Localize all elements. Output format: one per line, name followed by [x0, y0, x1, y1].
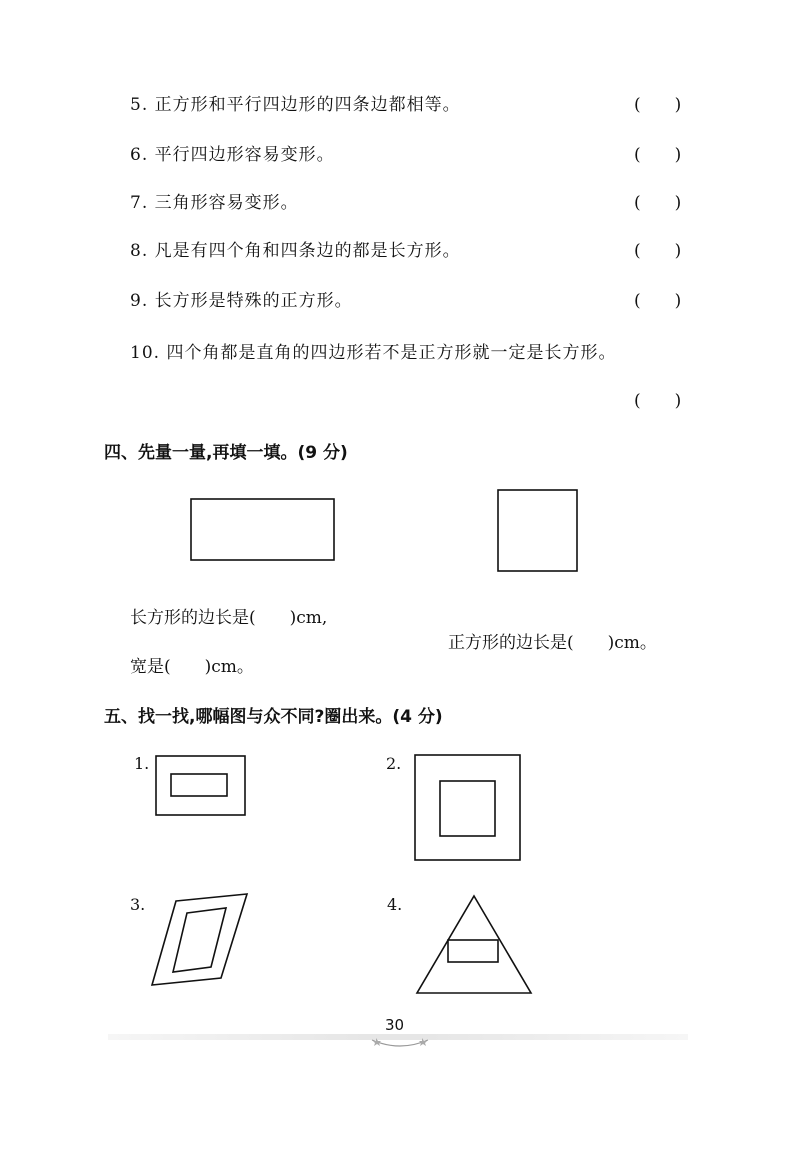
figure-3-nested-parallelograms[interactable] [150, 893, 250, 987]
question-10: 10. 四个角都是直角的四边形若不是正方形就一定是长方形。 [130, 343, 617, 363]
figure-4-label: 4. [387, 895, 403, 914]
answer-blank-8[interactable]: ( ) [634, 241, 682, 261]
square-side-blank[interactable]: 正方形的边长是( )cm。 [448, 633, 657, 653]
figure-2-label: 2. [386, 754, 402, 773]
rect-width-blank[interactable]: 宽是( )cm。 [130, 657, 254, 677]
question-8: 8. 凡是有四个角和四条边的都是长方形。 [130, 241, 461, 261]
question-6: 6. 平行四边形容易变形。 [130, 145, 335, 165]
answer-blank-7[interactable]: ( ) [634, 193, 682, 213]
rect-length-blank[interactable]: 长方形的边长是( )cm, [130, 608, 328, 628]
answer-blank-6[interactable]: ( ) [634, 145, 682, 165]
footer-ornament-icon [368, 1034, 432, 1050]
figure-4-triangle-with-rectangle[interactable] [415, 894, 533, 996]
figure-2-nested-squares[interactable] [414, 754, 522, 862]
question-5: 5. 正方形和平行四边形的四条边都相等。 [130, 95, 461, 115]
question-9: 9. 长方形是特殊的正方形。 [130, 291, 353, 311]
figure-1-label: 1. [134, 754, 150, 773]
answer-blank-10[interactable]: ( ) [634, 391, 682, 411]
rectangle-figure [190, 498, 336, 562]
section-4-title: 四、先量一量,再填一填。(9 分) [104, 443, 348, 463]
section-5-title: 五、找一找,哪幅图与众不同?圈出来。(4 分) [104, 707, 443, 727]
page-number: 30 [385, 1016, 405, 1034]
question-7: 7. 三角形容易变形。 [130, 193, 299, 213]
answer-blank-9[interactable]: ( ) [634, 291, 682, 311]
square-figure [497, 489, 579, 573]
figure-3-label: 3. [130, 895, 146, 914]
figure-1-nested-rectangles[interactable] [155, 755, 247, 817]
answer-blank-5[interactable]: ( ) [634, 95, 682, 115]
